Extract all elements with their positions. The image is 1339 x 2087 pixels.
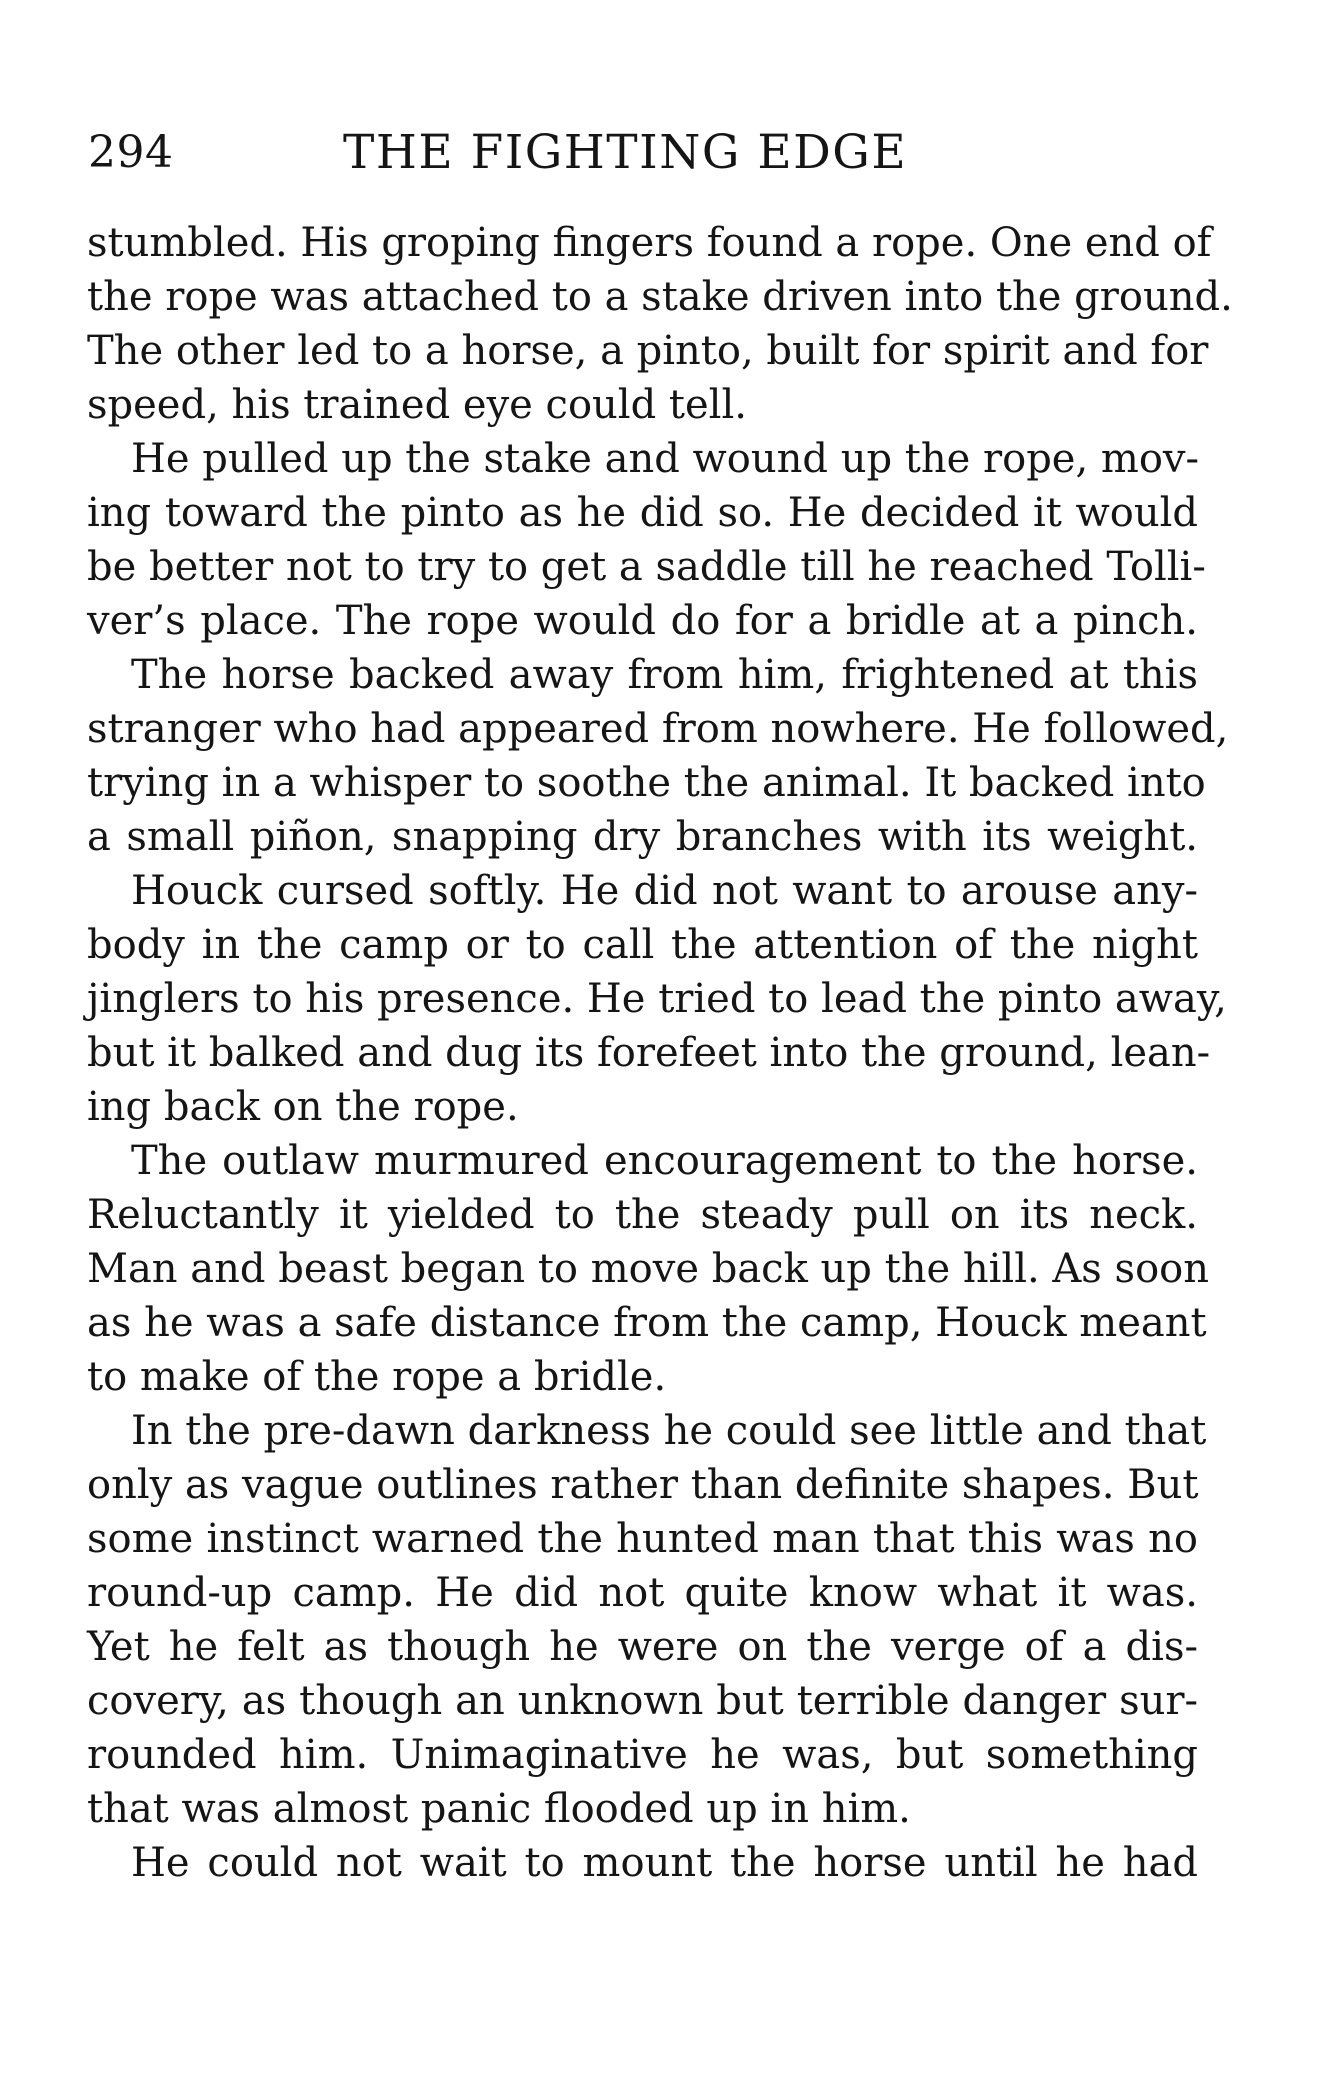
text-line: round-up camp. He did not quite know what it was. [87,1570,1198,1616]
text-line: Reluctantly it yielded to the steady pull on its neck. [87,1192,1198,1238]
text-line: but it balked and dug its forefeet into the ground, lean- [87,1030,1211,1076]
text-line: rounded him. Unimaginative he was, but something [87,1732,1198,1778]
text-line: Yet he felt as though he were on the verge of a dis- [87,1624,1198,1670]
text-line: some instinct warned the hunted man that this was no [87,1516,1198,1562]
text-line: as he was a safe distance from the camp, Houck meant [87,1300,1207,1346]
text-line: stumbled. His groping fingers found a rope. One end of [87,220,1212,266]
text-line: The other led to a horse, a pinto, built for spirit and for [87,328,1209,374]
running-title: THE FIGHTING EDGE [343,125,908,180]
text-line: Man and beast began to move back up the hill. As soon [87,1246,1209,1292]
text-line: In the pre-dawn darkness he could see little and that [131,1408,1207,1454]
text-line: ing back on the rope. [87,1084,519,1130]
body-text [87,216,1233,1890]
text-line: that was almost panic flooded up in him. [87,1786,911,1832]
text-line: only as vague outlines rather than definite shapes. But [87,1462,1199,1508]
text-line: a small piñon, snapping dry branches with its weight. [87,814,1198,860]
text-line: jinglers to his presence. He tried to lead the pinto away, [87,976,1227,1022]
text-line: ing toward the pinto as he did so. He decided it would [87,490,1198,536]
page-number: 294 [88,127,174,178]
text-line: The horse backed away from him, frightened at this [131,652,1198,698]
text-line: trying in a whisper to soothe the animal. It backed into [87,760,1206,806]
text-line: ver’s place. The rope would do for a bridle at a pinch. [87,598,1198,644]
text-line: covery, as though an unknown but terrible danger sur- [87,1678,1198,1724]
text-line: He pulled up the stake and wound up the rope, mov- [131,436,1200,482]
text-line: body in the camp or to call the attention of the night [87,922,1198,968]
running-head [88,118,1198,188]
text-line: be better not to try to get a saddle till he reached Tolli- [87,544,1206,590]
text-line: Houck cursed softly. He did not want to arouse any- [131,868,1198,914]
text-line: the rope was attached to a stake driven into the ground. [87,274,1233,320]
text-line: speed, his trained eye could tell. [87,382,747,428]
text-line: The outlaw murmured encouragement to the horse. [131,1138,1198,1184]
text-line: He could not wait to mount the horse until he had [131,1840,1198,1886]
text-line: stranger who had appeared from nowhere. He followed, [87,706,1229,752]
text-line: to make of the rope a bridle. [87,1354,667,1400]
